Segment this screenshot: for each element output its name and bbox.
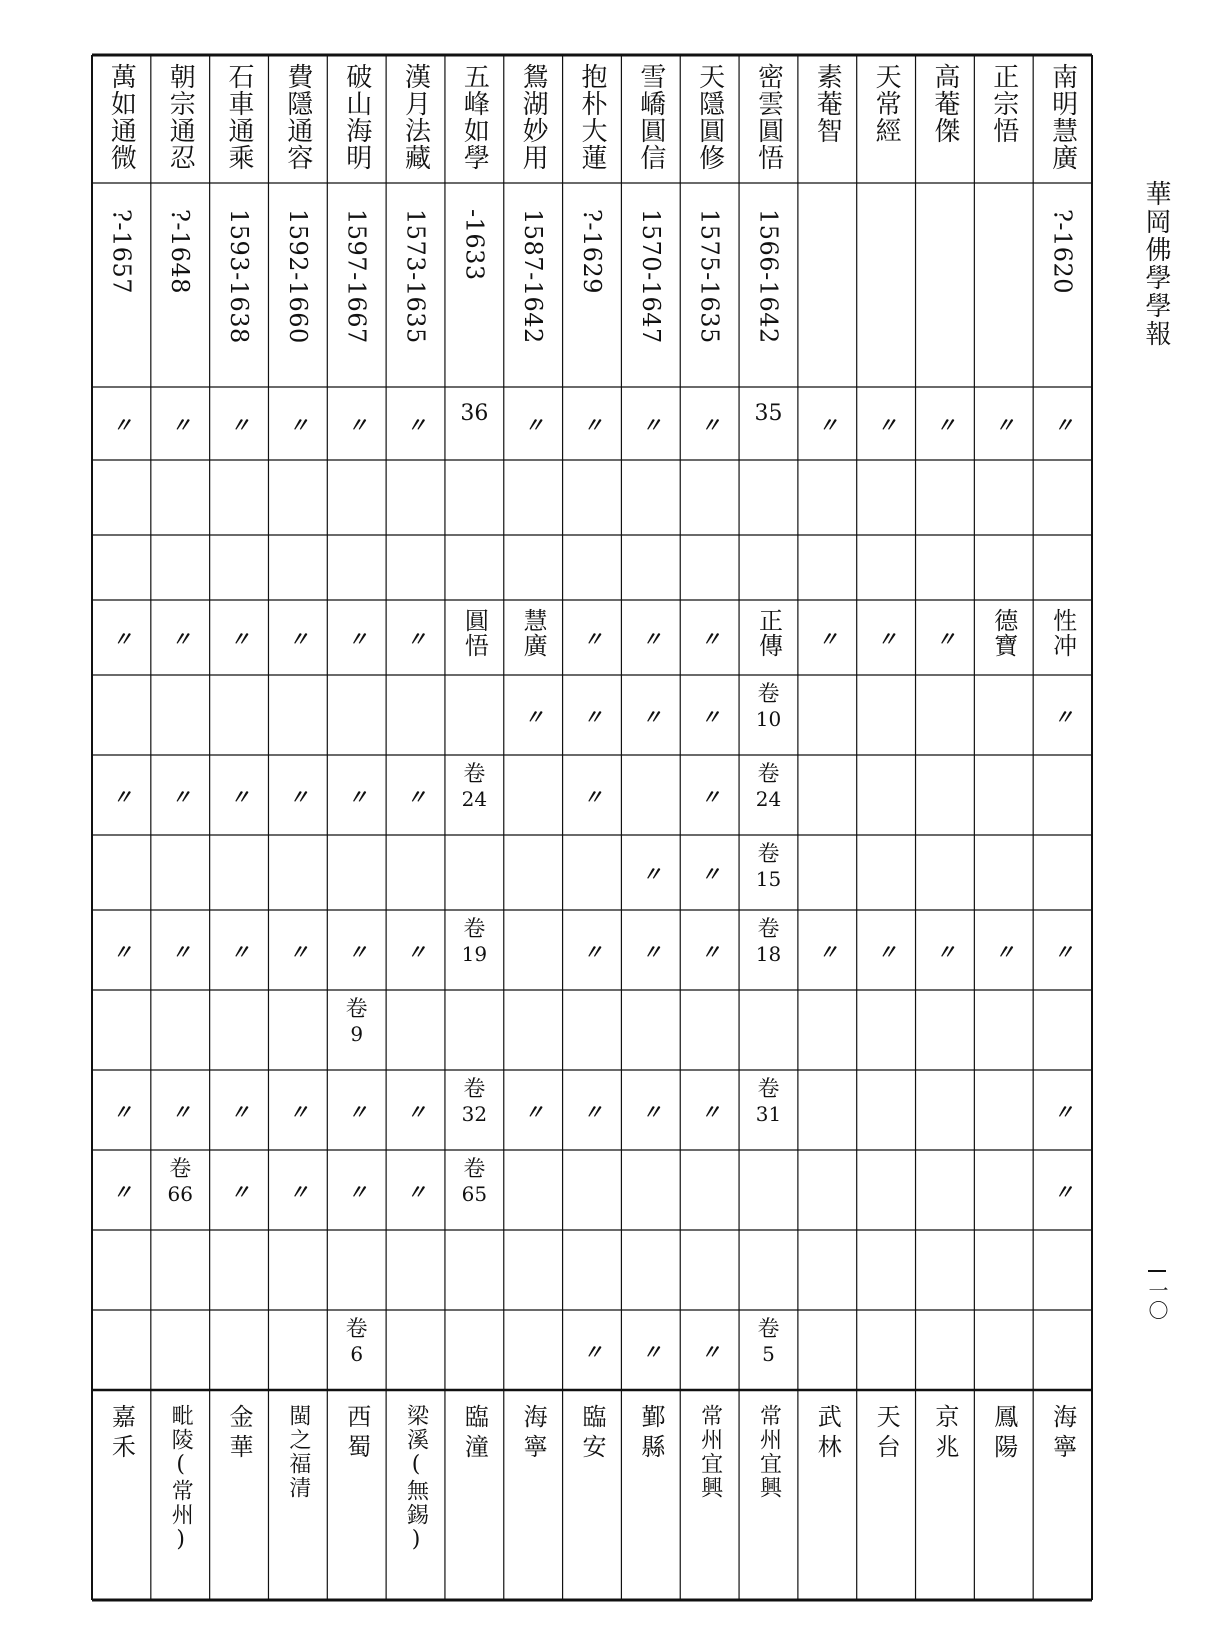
life-years-text: 1570-1647 — [636, 209, 665, 344]
ditto-mark — [563, 675, 622, 755]
teacher-name — [445, 600, 504, 675]
master-name — [974, 55, 1033, 183]
ditto-mark-text: 〃 — [582, 704, 601, 729]
birthplace — [386, 1390, 445, 1600]
teacher-name — [739, 600, 798, 675]
ditto-mark-text: 〃 — [230, 413, 249, 437]
ditto-mark — [210, 1150, 269, 1230]
life-years — [1033, 183, 1092, 387]
master-name — [621, 55, 680, 183]
ditto-mark — [151, 600, 210, 675]
ditto-mark — [857, 910, 916, 990]
master-name — [798, 55, 857, 183]
master-name-text: 石車通乘 — [224, 63, 255, 171]
ditto-mark-text: 〃 — [641, 939, 660, 964]
generation-number — [445, 387, 504, 460]
ditto-mark — [210, 910, 269, 990]
ditto-mark — [210, 387, 269, 460]
teacher-name-text: 性冲 — [1048, 608, 1077, 658]
ditto-mark — [798, 600, 857, 675]
birthplace-text: 海寧 — [519, 1404, 548, 1464]
master-name-text: 抱朴大蓮 — [576, 63, 607, 171]
master-name-text: 雪嶠圓信 — [635, 63, 666, 171]
ditto-mark-text: 〃 — [994, 413, 1013, 437]
life-years-text: 1575-1635 — [695, 209, 724, 344]
ditto-mark — [916, 387, 975, 460]
life-years-text: 1587-1642 — [519, 209, 548, 344]
birthplace-text: 鄞縣 — [636, 1404, 665, 1464]
ditto-mark-text: 〃 — [641, 413, 660, 437]
birthplace-text: 天台 — [872, 1404, 901, 1464]
birthplace-text: 海寧 — [1048, 1404, 1077, 1464]
ditto-mark-text: 〃 — [230, 1099, 249, 1124]
life-years-text: ?-1620 — [1048, 209, 1077, 295]
volume-reference-text: 卷 65 — [461, 1157, 488, 1206]
birthplace-text: 常州宜興 — [697, 1404, 723, 1500]
teacher-name — [974, 600, 1033, 675]
ditto-mark — [210, 1070, 269, 1150]
ditto-mark — [680, 600, 739, 675]
birthplace — [798, 1390, 857, 1600]
volume-reference — [739, 1070, 798, 1150]
master-name — [739, 55, 798, 183]
volume-reference-text: 卷 24 — [461, 762, 488, 811]
volume-reference — [739, 755, 798, 835]
master-name-text: 費隱通容 — [282, 63, 313, 171]
birthplace — [151, 1390, 210, 1600]
teacher-name — [1033, 600, 1092, 675]
ditto-mark — [151, 910, 210, 990]
ditto-mark — [386, 1150, 445, 1230]
ditto-mark-text: 〃 — [112, 413, 131, 437]
volume-reference-text: 卷 15 — [755, 842, 782, 891]
life-years — [210, 183, 269, 387]
ditto-mark — [210, 755, 269, 835]
volume-reference-text: 卷 18 — [755, 917, 782, 966]
birthplace — [445, 1390, 504, 1600]
ditto-mark-text: 〃 — [112, 627, 131, 651]
ditto-mark — [621, 675, 680, 755]
ditto-mark — [680, 910, 739, 990]
teacher-name-text: 正傳 — [754, 608, 783, 658]
ditto-mark — [386, 755, 445, 835]
master-name-text: 漢月法藏 — [400, 63, 431, 171]
page-number-text: 一〇 — [1145, 1280, 1169, 1320]
life-years — [504, 183, 563, 387]
ditto-mark-text: 〃 — [700, 862, 719, 886]
birthplace — [739, 1390, 798, 1600]
ditto-mark-text: 〃 — [582, 1099, 601, 1124]
ditto-mark — [92, 600, 151, 675]
ditto-mark — [1033, 910, 1092, 990]
master-name-text: 高菴傑 — [929, 63, 960, 144]
life-years-text: 1566-1642 — [754, 209, 783, 344]
ditto-mark-text: 〃 — [112, 939, 131, 964]
ditto-mark — [1033, 675, 1092, 755]
ditto-mark — [621, 600, 680, 675]
ditto-mark — [680, 387, 739, 460]
ditto-mark-text: 〃 — [700, 413, 719, 437]
ditto-mark-text: 〃 — [406, 413, 425, 437]
ditto-mark-text: 〃 — [288, 413, 307, 437]
master-name — [857, 55, 916, 183]
ditto-mark — [857, 600, 916, 675]
master-name — [445, 55, 504, 183]
ditto-mark-text: 〃 — [347, 1179, 366, 1204]
volume-reference-text: 卷 19 — [461, 917, 488, 966]
generation-number-text: 35 — [754, 401, 783, 426]
ditto-mark-text: 〃 — [347, 1099, 366, 1124]
life-years-text: 1573-1635 — [401, 209, 430, 344]
ditto-mark-text: 〃 — [406, 784, 425, 809]
master-name — [386, 55, 445, 183]
ditto-mark-text: 〃 — [818, 939, 837, 964]
ditto-mark — [621, 387, 680, 460]
volume-reference — [739, 835, 798, 910]
ditto-mark-text: 〃 — [641, 704, 660, 729]
ditto-mark — [268, 1070, 327, 1150]
birthplace-text: 西蜀 — [342, 1404, 371, 1464]
ditto-mark — [268, 387, 327, 460]
teacher-name-text: 德寶 — [989, 608, 1018, 658]
ditto-mark — [327, 600, 386, 675]
life-years — [563, 183, 622, 387]
volume-reference — [151, 1150, 210, 1230]
volume-reference-text: 卷 9 — [345, 997, 368, 1046]
master-name-text: 南明慧廣 — [1047, 63, 1078, 171]
ditto-mark-text: 〃 — [700, 704, 719, 729]
master-name — [92, 55, 151, 183]
volume-reference — [445, 910, 504, 990]
ditto-mark-text: 〃 — [288, 784, 307, 809]
ditto-mark-text: 〃 — [700, 784, 719, 809]
ditto-mark-text: 〃 — [288, 1099, 307, 1124]
ditto-mark — [151, 387, 210, 460]
life-years — [386, 183, 445, 387]
ditto-mark — [621, 910, 680, 990]
ditto-mark-text: 〃 — [288, 1179, 307, 1204]
volume-reference-text: 卷 66 — [167, 1157, 193, 1206]
ditto-mark-text: 〃 — [818, 413, 837, 437]
ditto-mark-text: 〃 — [524, 413, 543, 437]
birthplace — [327, 1390, 386, 1600]
ditto-mark-text: 〃 — [935, 413, 954, 437]
ditto-mark — [563, 1070, 622, 1150]
master-name — [916, 55, 975, 183]
ditto-mark-text: 〃 — [700, 627, 719, 651]
volume-reference — [739, 910, 798, 990]
master-name-text: 正宗悟 — [988, 63, 1019, 144]
generation-number-text: 36 — [460, 401, 489, 426]
ditto-mark-text: 〃 — [524, 1099, 543, 1124]
ditto-mark — [798, 387, 857, 460]
ditto-mark — [563, 910, 622, 990]
master-name-text: 五峰如學 — [459, 63, 490, 171]
master-name — [680, 55, 739, 183]
birthplace-text: 梁溪(無錫) — [403, 1404, 429, 1554]
ditto-mark-text: 〃 — [1053, 1179, 1072, 1204]
ditto-mark-text: 〃 — [288, 627, 307, 651]
volume-reference — [445, 1150, 504, 1230]
ditto-mark — [916, 910, 975, 990]
master-name-text: 萬如通微 — [106, 63, 137, 171]
master-name — [210, 55, 269, 183]
ditto-mark — [151, 1070, 210, 1150]
ditto-mark — [327, 1070, 386, 1150]
ditto-mark-text: 〃 — [1053, 704, 1072, 729]
page-number-rule — [1148, 1270, 1166, 1272]
master-name — [151, 55, 210, 183]
ditto-mark-text: 〃 — [347, 939, 366, 964]
ditto-mark — [92, 910, 151, 990]
birthplace-text: 武林 — [813, 1404, 842, 1464]
master-name-text: 鴛湖妙用 — [518, 63, 549, 171]
ditto-mark-text: 〃 — [347, 413, 366, 437]
ditto-mark-text: 〃 — [994, 939, 1013, 964]
birthplace-text: 鳳陽 — [989, 1404, 1018, 1464]
birthplace-text: 臨潼 — [460, 1404, 489, 1464]
ditto-mark — [563, 755, 622, 835]
master-name-text: 天隱圓修 — [694, 63, 725, 171]
volume-reference — [327, 1310, 386, 1390]
master-name — [268, 55, 327, 183]
volume-reference-text: 卷 32 — [461, 1077, 488, 1126]
ditto-mark — [210, 600, 269, 675]
birthplace — [916, 1390, 975, 1600]
ditto-mark-text: 〃 — [406, 1099, 425, 1124]
ditto-mark — [504, 1070, 563, 1150]
birthplace — [210, 1390, 269, 1600]
ditto-mark — [563, 1310, 622, 1390]
ditto-mark-text: 〃 — [582, 1339, 601, 1364]
volume-reference-text: 卷 10 — [755, 682, 782, 731]
teacher-name-text: 慧廣 — [519, 608, 548, 658]
ditto-mark-text: 〃 — [171, 627, 190, 651]
ditto-mark-text: 〃 — [1053, 413, 1072, 437]
life-years — [739, 183, 798, 387]
ditto-mark-text: 〃 — [112, 784, 131, 809]
ditto-mark — [680, 835, 739, 910]
ditto-mark — [680, 755, 739, 835]
ditto-mark — [92, 1150, 151, 1230]
ditto-mark — [680, 1310, 739, 1390]
ditto-mark-text: 〃 — [230, 1179, 249, 1204]
ditto-mark — [974, 910, 1033, 990]
birthplace-text: 臨安 — [577, 1404, 606, 1464]
ditto-mark-text: 〃 — [877, 413, 896, 437]
generation-number — [739, 387, 798, 460]
ditto-mark-text: 〃 — [1053, 1099, 1072, 1124]
ditto-mark — [386, 600, 445, 675]
life-years — [680, 183, 739, 387]
ditto-mark-text: 〃 — [582, 627, 601, 651]
ditto-mark — [268, 755, 327, 835]
ditto-mark — [621, 1070, 680, 1150]
ditto-mark-text: 〃 — [171, 939, 190, 964]
ditto-mark — [151, 755, 210, 835]
journal-title: 華岡佛學學報 — [1141, 180, 1171, 348]
birthplace — [92, 1390, 151, 1600]
life-years — [327, 183, 386, 387]
ditto-mark — [92, 755, 151, 835]
ditto-mark — [974, 387, 1033, 460]
teacher-name-text: 圓悟 — [460, 608, 489, 658]
life-years-text: 1593-1638 — [225, 209, 254, 344]
ditto-mark-text: 〃 — [877, 939, 896, 964]
ditto-mark — [504, 387, 563, 460]
master-name — [504, 55, 563, 183]
ditto-mark-text: 〃 — [171, 413, 190, 437]
ditto-mark — [268, 910, 327, 990]
life-years-text: ?-1657 — [107, 209, 136, 295]
ditto-mark-text: 〃 — [700, 939, 719, 964]
life-years-text: 1592-1660 — [283, 209, 312, 344]
life-years — [151, 183, 210, 387]
ditto-mark — [857, 387, 916, 460]
ditto-mark-text: 〃 — [641, 627, 660, 651]
ditto-mark — [680, 675, 739, 755]
ditto-mark-text: 〃 — [582, 413, 601, 437]
master-name-text: 天常經 — [871, 63, 902, 144]
ditto-mark-text: 〃 — [641, 1099, 660, 1124]
ditto-mark — [621, 1310, 680, 1390]
birthplace-text: 嘉禾 — [107, 1404, 136, 1464]
ditto-mark-text: 〃 — [347, 784, 366, 809]
ditto-mark — [386, 910, 445, 990]
ditto-mark-text: 〃 — [230, 627, 249, 651]
life-years — [445, 183, 504, 387]
ditto-mark-text: 〃 — [171, 1099, 190, 1124]
birthplace — [563, 1390, 622, 1600]
volume-reference-text: 卷 6 — [345, 1317, 368, 1366]
ditto-mark — [504, 675, 563, 755]
ditto-mark-text: 〃 — [524, 704, 543, 729]
ditto-mark — [386, 387, 445, 460]
ditto-mark-text: 〃 — [112, 1099, 131, 1124]
volume-reference — [445, 755, 504, 835]
birthplace — [1033, 1390, 1092, 1600]
ditto-mark — [798, 910, 857, 990]
ditto-mark — [327, 755, 386, 835]
ditto-mark-text: 〃 — [700, 1099, 719, 1124]
volume-reference-text: 卷 24 — [755, 762, 782, 811]
master-name-text: 朝宗通忍 — [165, 63, 196, 171]
volume-reference-text: 卷 5 — [757, 1317, 780, 1366]
ditto-mark-text: 〃 — [406, 627, 425, 651]
master-name-text: 破山海明 — [341, 63, 372, 171]
volume-reference — [739, 675, 798, 755]
ditto-mark-text: 〃 — [230, 939, 249, 964]
life-years-text: ?-1629 — [577, 209, 606, 295]
ditto-mark-text: 〃 — [347, 627, 366, 651]
birthplace-text: 閩之福清 — [285, 1404, 311, 1500]
birthplace — [504, 1390, 563, 1600]
ditto-mark — [680, 1070, 739, 1150]
ditto-mark-text: 〃 — [112, 1179, 131, 1204]
life-years — [621, 183, 680, 387]
life-years — [268, 183, 327, 387]
ditto-mark-text: 〃 — [230, 784, 249, 809]
birthplace — [680, 1390, 739, 1600]
ditto-mark-text: 〃 — [877, 627, 896, 651]
ditto-mark-text: 〃 — [582, 939, 601, 964]
master-name — [1033, 55, 1092, 183]
ditto-mark — [92, 387, 151, 460]
birthplace-text: 京兆 — [930, 1404, 959, 1464]
ditto-mark-text: 〃 — [582, 784, 601, 809]
ditto-mark — [92, 1070, 151, 1150]
birthplace — [268, 1390, 327, 1600]
ditto-mark — [1033, 1150, 1092, 1230]
ditto-mark — [563, 387, 622, 460]
ditto-mark-text: 〃 — [171, 784, 190, 809]
master-name — [563, 55, 622, 183]
ditto-mark — [386, 1070, 445, 1150]
teacher-name — [504, 600, 563, 675]
life-years — [92, 183, 151, 387]
ditto-mark-text: 〃 — [818, 627, 837, 651]
ditto-mark-text: 〃 — [288, 939, 307, 964]
ditto-mark — [1033, 1070, 1092, 1150]
volume-reference — [327, 990, 386, 1070]
birthplace-text: 毗陵(常州) — [168, 1404, 194, 1554]
ditto-mark-text: 〃 — [935, 939, 954, 964]
ditto-mark-text: 〃 — [700, 1339, 719, 1364]
life-years-text: ?-1648 — [166, 209, 195, 295]
life-years-text: 1597-1667 — [342, 209, 371, 344]
ditto-mark — [916, 600, 975, 675]
ditto-mark — [268, 600, 327, 675]
ditto-mark — [1033, 387, 1092, 460]
ditto-mark — [327, 910, 386, 990]
lineage-table — [92, 55, 1092, 1600]
birthplace — [974, 1390, 1033, 1600]
volume-reference-text: 卷 31 — [755, 1077, 782, 1126]
birthplace — [621, 1390, 680, 1600]
master-name — [327, 55, 386, 183]
ditto-mark — [563, 600, 622, 675]
ditto-mark-text: 〃 — [406, 939, 425, 964]
birthplace-text: 金華 — [225, 1404, 254, 1464]
birthplace-text: 常州宜興 — [756, 1404, 782, 1500]
ditto-mark — [327, 387, 386, 460]
ditto-mark-text: 〃 — [406, 1179, 425, 1204]
volume-reference — [445, 1070, 504, 1150]
ditto-mark-text: 〃 — [1053, 939, 1072, 964]
ditto-mark — [268, 1150, 327, 1230]
ditto-mark — [621, 835, 680, 910]
ditto-mark-text: 〃 — [641, 1339, 660, 1364]
birthplace — [857, 1390, 916, 1600]
ditto-mark — [327, 1150, 386, 1230]
ditto-mark-text: 〃 — [641, 862, 660, 886]
life-years-text: -1633 — [460, 209, 489, 281]
ditto-mark-text: 〃 — [935, 627, 954, 651]
master-name-text: 素菴智 — [812, 63, 843, 144]
master-name-text: 密雲圓悟 — [753, 63, 784, 171]
volume-reference — [739, 1310, 798, 1390]
page-number — [1145, 1270, 1169, 1320]
